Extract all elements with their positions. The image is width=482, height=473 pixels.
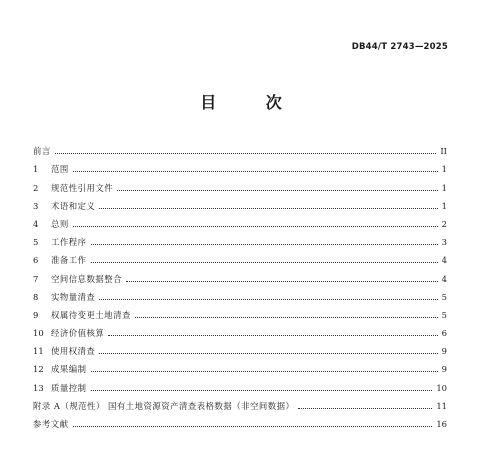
toc-entry-page: 9 [441, 364, 447, 375]
toc-entry-3[interactable] [33, 194, 447, 212]
toc-entry-label: 总则 [51, 218, 69, 229]
toc-leader-dots [99, 352, 437, 354]
toc-entry-label: 附录 A（规范性） 国有土地资源资产清查表格数据（非空间数据） [33, 400, 295, 411]
toc-entry-page: 16 [436, 419, 447, 429]
toc-entry-page: 4 [441, 255, 447, 266]
toc-entry-number: 5 [33, 237, 39, 248]
toc-entry-label: 准备工作 [51, 255, 87, 266]
toc-leader-dots [99, 207, 437, 209]
toc-leader-dots [126, 280, 438, 282]
toc-entry-number: 9 [33, 309, 39, 320]
toc-entry-label: 成果编制 [51, 364, 87, 375]
toc-entry-10[interactable] [33, 321, 447, 339]
table-of-contents [33, 139, 447, 430]
toc-entry-number: 7 [33, 273, 39, 284]
toc-entry-5[interactable] [33, 230, 447, 248]
document-code: DB44/T 2743—2025 [351, 42, 448, 52]
toc-entry-4[interactable] [33, 212, 447, 230]
toc-entry-foreword[interactable] [33, 139, 447, 157]
toc-entry-label: 工作程序 [51, 237, 87, 248]
toc-entry-page: 1 [441, 200, 447, 211]
toc-entry-number: 3 [33, 200, 39, 211]
toc-entry-13[interactable] [33, 375, 447, 393]
toc-leader-dots [99, 298, 437, 300]
toc-entry-number: 1 [33, 164, 39, 175]
toc-leader-dots [55, 152, 437, 154]
toc-entry-number: 2 [33, 182, 39, 193]
toc-leader-dots [73, 225, 438, 227]
toc-entry-number: 11 [33, 346, 44, 357]
toc-entry-number: 4 [33, 218, 39, 229]
toc-entry-page: 5 [441, 291, 447, 302]
toc-entry-9[interactable] [33, 303, 447, 321]
toc-leader-dots [135, 316, 438, 318]
toc-entry-label: 权属待变更土地清查 [51, 309, 131, 320]
toc-leader-dots [91, 261, 438, 263]
toc-entry-number: 12 [33, 364, 44, 375]
toc-entry-7[interactable] [33, 266, 447, 284]
toc-entry-page: 11 [436, 400, 447, 411]
toc-leader-dots [91, 243, 438, 245]
toc-entry-page: 4 [441, 273, 447, 284]
toc-leader-dots [73, 170, 438, 172]
toc-entry-label: 参考文献 [33, 419, 69, 429]
toc-entry-number: 10 [33, 328, 44, 339]
toc-entry-label: 空间信息数据整合 [51, 273, 122, 284]
toc-leader-dots [108, 334, 437, 336]
toc-entry-label: 质量控制 [51, 382, 87, 393]
toc-entry-11[interactable] [33, 339, 447, 357]
toc-entry-number: 13 [33, 382, 44, 393]
toc-entry-page: 1 [441, 164, 447, 175]
toc-leader-dots [91, 389, 433, 391]
toc-leader-dots [298, 407, 432, 409]
toc-entry-page: 10 [436, 382, 447, 393]
toc-entry-number: 6 [33, 255, 39, 266]
toc-entry-page: II [440, 146, 447, 157]
toc-entry-page: 1 [441, 182, 447, 193]
toc-entry-page: 5 [441, 309, 447, 320]
toc-entry-12[interactable] [33, 357, 447, 375]
toc-entry-page: 3 [441, 237, 447, 248]
toc-entry-appendix-a[interactable] [33, 394, 447, 412]
toc-entry-8[interactable] [33, 285, 447, 303]
toc-entry-number: 8 [33, 291, 39, 302]
toc-entry-page: 6 [441, 328, 447, 339]
toc-title: 目 次 [200, 93, 304, 112]
toc-entry-label: 使用权清查 [51, 346, 96, 357]
toc-entry-1[interactable] [33, 157, 447, 175]
toc-entry-references[interactable] [33, 412, 447, 430]
toc-entry-6[interactable] [33, 248, 447, 266]
toc-leader-dots [73, 425, 433, 427]
toc-entry-label: 术语和定义 [51, 200, 96, 211]
toc-entry-page: 9 [441, 346, 447, 357]
toc-entry-label: 实物量清查 [51, 291, 96, 302]
toc-leader-dots [91, 370, 438, 372]
toc-entry-page: 2 [441, 218, 447, 229]
toc-leader-dots [117, 189, 438, 191]
toc-entry-label: 规范性引用文件 [51, 182, 114, 193]
toc-entry-label: 前言 [33, 146, 51, 157]
toc-entry-2[interactable] [33, 175, 447, 193]
toc-entry-label: 经济价值核算 [51, 328, 105, 339]
toc-entry-label: 范围 [51, 164, 69, 175]
